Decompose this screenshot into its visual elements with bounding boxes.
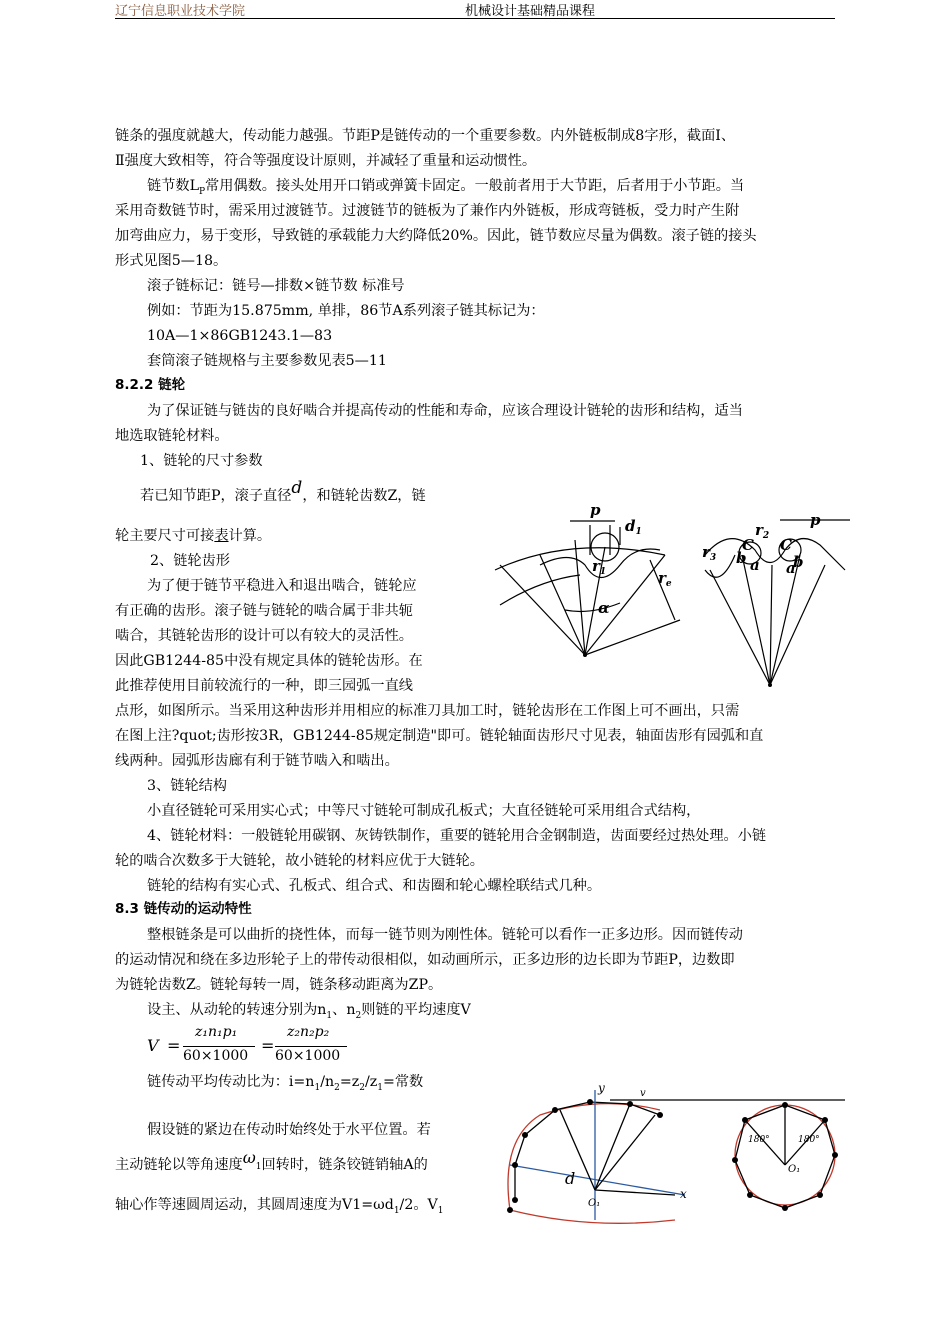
- text-line: 的运动情况和绕在多边形轮子上的带传动很相似，如动画所示，正多边形的边长即为节距P，边数即: [115, 952, 735, 968]
- label-angle-left: 180°: [748, 1135, 770, 1145]
- text-line: 形式见图5—18。: [115, 253, 228, 269]
- sprocket-tooth-profile-figure: [480, 495, 860, 695]
- text-line: 套筒滚子链规格与主要参数见表5—11: [147, 353, 387, 369]
- text-line: 滚子链标记：链号—排数×链节数 标准号: [147, 278, 405, 294]
- text-line: 加弯曲应力，易于变形，导致链的承载能力大约降低20%。因此，链节数应尽量为偶数。滚子链的接头: [115, 228, 757, 244]
- label-o1-right: O₁: [788, 1164, 801, 1175]
- text-line: 例如：节距为15.875mm, 单排，86节A系列滚子链其标记为：: [147, 303, 545, 319]
- text-line: 为了便于链节平稳进入和退出啮合，链轮应: [147, 578, 417, 594]
- label-v: v: [640, 1088, 646, 1099]
- text-line: 链节数$L_P$常用偶数。接头处用开口销或弹簧卡固定。一般前者用于大节距，后者用于小节距。当: [147, 178, 745, 197]
- text-line: 轮的啮合次数多于大链轮，故小链轮的材料应优于大链轮。: [115, 853, 484, 869]
- label-p-right: p: [810, 511, 821, 529]
- text-line: 整根链条是可以曲折的挠性体，而每一链节则为刚性体。链轮可以看作一正多边形。因而链传动: [147, 927, 743, 943]
- label-o1: O₁: [588, 1198, 601, 1209]
- velocity-formula: V = z₁n₁p₁ 60×1000 = z₂n₂p₂ 60×1000: [147, 1024, 377, 1070]
- text-line: 小直径链轮可采用实心式；中等尺寸链轮可制成孔板式；大直径链轮可采用组合式结构，: [147, 803, 701, 819]
- label-r2: $r_2$: [755, 521, 770, 541]
- label-alpha: α: [598, 599, 610, 617]
- text-line: 链条的强度就越大，传动能力越强。节距P是链传动的一个重要参数。内外链板制成8字形，截面Ⅰ、: [115, 128, 736, 144]
- text-line: 采用奇数链节时，需采用过渡链节。过渡链节的链板为了兼作内外链板，形成弯链板，受力时产生附: [115, 203, 740, 219]
- text-line: 假设链的紧边在传动时始终处于水平位置。若: [147, 1122, 431, 1138]
- text-line: 1、链轮的尺寸参数: [140, 453, 263, 469]
- label-a1: a: [750, 556, 760, 574]
- text-line: 主动链轮以等角速度$\omega_1$回转时，链条铰链销轴A的: [115, 1148, 428, 1173]
- text-line: 在图上注?quot;齿形按3R，GB1244-85规定制造"即可。链轮轴面齿形尺寸见表，轴面齿形有园弧和直: [115, 728, 764, 744]
- text-line: Ⅱ强度大致相等，符合等强度设计原则，并减轻了重量和运动惯性。: [115, 153, 537, 169]
- text-line: 4、链轮材料：一般链轮用碳钢、灰铸铁制作，重要的链轮用合金钢制造，齿面要经过热处理。小链: [147, 828, 767, 844]
- text-line: 轮主要尺寸可接表计算。: [115, 528, 272, 544]
- label-a2: a: [786, 559, 796, 577]
- text-line: 有正确的齿形。滚子链与链轮的啮合属于非共轭: [115, 603, 413, 619]
- text-line: 为链轮齿数Z。链轮每转一周，链条移动距离为ZP。: [115, 977, 443, 993]
- label-re: $r_e$: [658, 569, 672, 589]
- label-r1: $r_1$: [592, 557, 607, 577]
- label-b1: b: [736, 549, 747, 567]
- section-heading: 8.2.2 链轮: [115, 377, 186, 393]
- text-line: 2、链轮齿形: [150, 553, 230, 569]
- label-r3: $r_3$: [702, 543, 717, 563]
- text-line: 啮合，其链轮齿形的设计可以有较大的灵活性。: [115, 628, 413, 644]
- text-line: 轴心作等速圆周运动，其圆周速度为$V1=\omega d_1/2$。$V_1$: [115, 1197, 444, 1216]
- label-p: p: [590, 501, 601, 519]
- header-institution: 辽宁信息职业技术学院: [115, 4, 246, 19]
- text-line: 链传动平均传动比为：$i=n_1/n_2=z_2/z_1=$常数: [147, 1074, 424, 1093]
- text-line: 为了保证链与链齿的良好啮合并提高传动的性能和寿命，应该合理设计链轮的齿形和结构，适当: [147, 403, 743, 419]
- text-line: 线两种。园弧形齿廊有利于链节啮入和啮出。: [115, 753, 399, 769]
- label-d: d: [565, 1169, 576, 1188]
- label-angle-right: 180°: [798, 1135, 820, 1145]
- page-header: [115, 0, 835, 19]
- text-line: 地选取链轮材料。: [115, 428, 229, 444]
- text-line: 因此GB1244-85中没有规定具体的链轮齿形。在: [115, 653, 423, 669]
- text-line: 设主、从动轮的转速分别为$n_1$、$n_2$则链的平均速度V: [147, 1002, 471, 1021]
- text-line: 10A—1×86GB1243.1—83: [147, 328, 333, 344]
- text-line: 链轮的结构有实心式、孔板式、组合式、和齿圈和轮心螺栓联结式几种。: [147, 878, 602, 894]
- label-c2: C: [780, 536, 792, 554]
- chain-velocity-figure: [500, 1080, 860, 1230]
- text-line: 3、链轮结构: [147, 778, 227, 794]
- label-b2: b: [793, 553, 804, 571]
- label-y-axis: y: [598, 1081, 605, 1095]
- header-course: 机械设计基础精品课程: [465, 4, 596, 19]
- text-line: 此推荐使用目前较流行的一种，即三园弧一直线: [115, 678, 413, 694]
- text-line: 若已知节距P，滚子直径d，和链轮齿数Z，链: [140, 478, 426, 504]
- section-heading: 8.3 链传动的运动特性: [115, 901, 252, 917]
- label-x-axis: x: [680, 1187, 687, 1201]
- label-d: $d_1$: [625, 517, 642, 537]
- text-line: 点形，如图所示。当采用这种齿形并用相应的标准刀具加工时，链轮齿形在工作图上可不画出，只需: [115, 703, 740, 719]
- label-c1: C: [742, 536, 754, 554]
